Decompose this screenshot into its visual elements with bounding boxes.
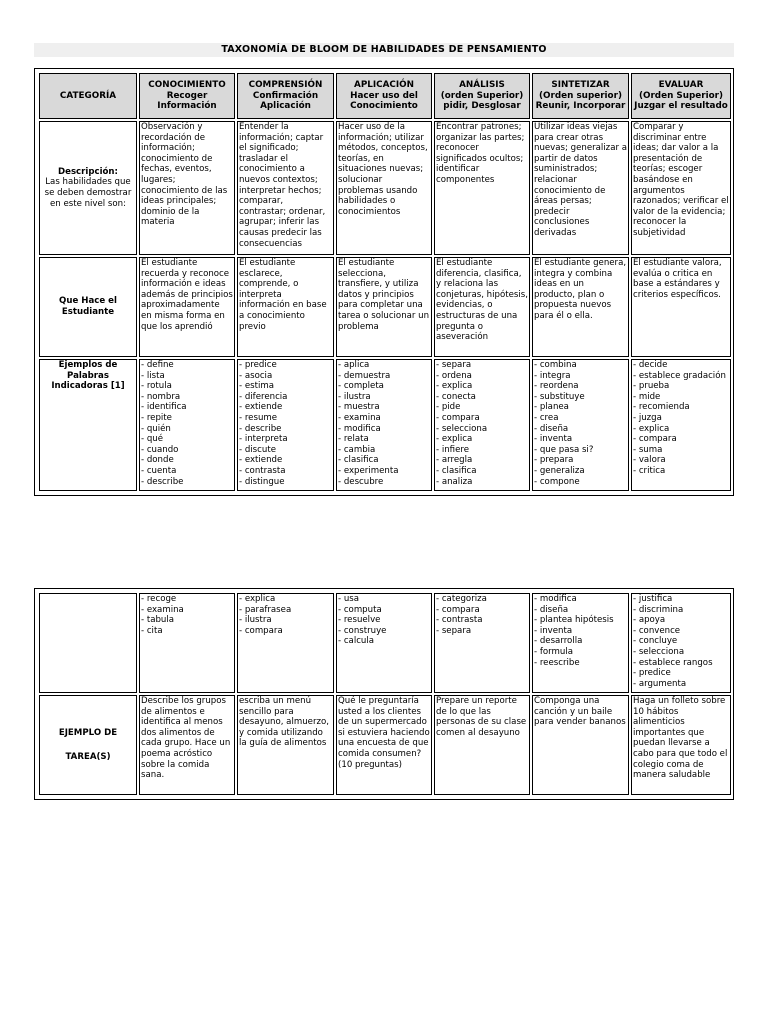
indicator-word: - compone <box>534 476 580 487</box>
indicator-word: - explica <box>239 594 276 604</box>
ejemplo-tarea-cell: Qué le preguntaría usted a los clientes de un supermercado si estuviera haciendo una encuesta de que comida consumen? (10 preguntas) <box>336 695 432 795</box>
indicator-word: - compara <box>436 412 480 423</box>
indicator-word: - descubre <box>338 476 384 487</box>
word-list <box>338 360 430 487</box>
indicator-word: - predice <box>239 360 277 370</box>
ejemplos-row <box>39 359 731 491</box>
indicator-word: - prueba <box>633 381 670 392</box>
indicator-word: - repite <box>141 412 172 423</box>
indicator-word: - predice <box>633 668 671 679</box>
indicator-word: - identifica <box>141 402 187 413</box>
ejemplos-cell <box>631 359 731 491</box>
indicator-word: - desarrolla <box>534 636 583 647</box>
word-list <box>338 594 430 647</box>
indicator-word: - clasifica <box>338 455 379 466</box>
document-title: TAXONOMÍA DE BLOOM DE HABILIDADES DE PENSAMIENTO <box>34 43 734 57</box>
indicator-word: - infiere <box>436 444 469 455</box>
indicator-word: - diseña <box>534 604 569 615</box>
indicator-word: - recoge <box>141 594 177 604</box>
ejemplos-cell <box>237 593 334 693</box>
que-hace-cell: El estudiante selecciona, transfiere, y utiliza datos y principios para completar una tarea o solucionar un problema <box>336 257 432 357</box>
word-list <box>633 594 729 689</box>
word-list <box>141 360 233 487</box>
ejemplo-tarea-cell: Haga un folleto sobre 10 hábitos alimenticios importantes que puedan llevarse a cabo para que todo el colegio coma de manera saludable <box>631 695 731 795</box>
indicator-word: - resuelve <box>338 615 381 626</box>
indicator-word: - plantea hipótesis <box>534 615 614 626</box>
indicator-word: - mide <box>633 391 661 402</box>
indicator-word: - construye <box>338 625 387 636</box>
header-col-title: SINTETIZAR <box>551 80 610 91</box>
descripcion-sublabel: Las habilidades que se deben demostrar en este nivel son: <box>44 177 132 209</box>
indicator-word: - argumenta <box>633 678 687 689</box>
ejemplos-cell <box>532 359 629 491</box>
header-col-sub2: Información <box>157 101 217 112</box>
indicator-word: - tabula <box>141 615 175 626</box>
que-hace-cell: El estudiante recuerda y reconoce información e ideas además de principios aproximadamente en misma forma en que los aprendió <box>139 257 235 357</box>
indicator-word: - selecciona <box>633 646 685 657</box>
header-sintetizar <box>532 73 629 119</box>
header-col-sub: Confirmación <box>252 90 319 101</box>
indicator-word: - contrasta <box>239 465 286 476</box>
indicator-word: - ordena <box>436 370 472 381</box>
que-hace-cell: El estudiante genera, integra y combina ideas en un producto, plan o propuesta nuevos para él o ella. <box>532 257 629 357</box>
indicator-word: - substituye <box>534 391 585 402</box>
indicator-word: - compara <box>239 625 283 636</box>
word-list <box>436 360 528 487</box>
indicator-word: - completa <box>338 381 384 392</box>
word-list <box>239 360 332 487</box>
header-conocimiento <box>139 73 235 119</box>
indicator-word: - categoriza <box>436 594 487 604</box>
indicator-word: - define <box>141 360 174 370</box>
indicator-word: - compara <box>436 604 480 615</box>
indicator-word: - selecciona <box>436 423 488 434</box>
word-list <box>141 594 233 636</box>
indicator-word: - cambia <box>338 444 376 455</box>
descripcion-cell: Entender la información; captar el significado; trasladar el conocimiento a nuevos contextos; interpretar hechos; comparar, contrastar; ordenar, agrupar; inferir las causas predecir las consecuencias <box>237 121 334 255</box>
indicator-word: - reescribe <box>534 657 580 668</box>
indicator-word: - establece gradación <box>633 370 726 381</box>
header-col-sub: (Orden Superior) <box>638 90 724 101</box>
header-analisis <box>434 73 530 119</box>
ejemplos-cell <box>434 359 530 491</box>
indicator-word: - examina <box>141 604 184 615</box>
header-comprension <box>237 73 334 119</box>
indicator-word: - inventa <box>534 625 573 636</box>
que-hace-cell: El estudiante valora, evalúa o critica en base a estándares y criterios específicos. <box>631 257 731 357</box>
word-list <box>534 360 627 487</box>
indicator-word: - examina <box>338 412 381 423</box>
ejemplo-tarea-label-l2: TAREA(S) <box>65 752 111 762</box>
header-col-title: ANÁLISIS <box>459 80 505 91</box>
indicator-word: - contrasta <box>436 615 483 626</box>
indicator-word: - experimenta <box>338 465 399 476</box>
ejemplos-cell <box>139 593 235 693</box>
indicator-word: - critica <box>633 465 666 476</box>
indicator-word: - valora <box>633 455 666 466</box>
header-col-sub: Hacer uso del <box>350 90 418 101</box>
ejemplo-tarea-cell: escriba un menú sencillo para desayuno, almuerzo, y comida utilizando la guía de alimentos <box>237 695 334 795</box>
indicator-word: - aplica <box>338 360 370 370</box>
indicator-word: - convence <box>633 625 681 636</box>
indicator-word: - suma <box>633 444 663 455</box>
word-list <box>534 594 627 668</box>
indicator-word: - separa <box>436 360 472 370</box>
indicator-word: - apoya <box>633 615 666 626</box>
indicator-word: - distingue <box>239 476 285 487</box>
indicator-word: - pide <box>436 402 461 413</box>
indicator-word: - parafrasea <box>239 604 292 615</box>
indicator-word: - estima <box>239 381 274 392</box>
indicator-word: - integra <box>534 370 571 381</box>
que-hace-cell: El estudiante diferencia, clasifica, y relaciona las conjeturas, hipótesis, evidencias, o estructuras de una pregunta o aseveración <box>434 257 530 357</box>
indicator-word: - reordena <box>534 381 579 392</box>
indicator-word: - concluye <box>633 636 678 647</box>
ejemplo-tarea-row <box>39 695 731 795</box>
header-col-sub2: Conocimiento <box>350 101 418 112</box>
ejemplo-tarea-label <box>39 695 137 795</box>
indicator-word: - inventa <box>534 434 573 445</box>
header-col-sub2: pidir, Desglosar <box>443 101 521 112</box>
descripcion-cell: Hacer uso de la información; utilizar métodos, conceptos, teorías, en situaciones nuevas; solucionar problemas usando habilidades o conocimientos <box>336 121 432 255</box>
indicator-word: - muestra <box>338 402 380 413</box>
header-col-sub: (orden Superior) <box>440 90 524 101</box>
indicator-word: - calcula <box>338 636 375 647</box>
ejemplos-cell <box>631 593 731 693</box>
ejemplo-tarea-label-l1: EJEMPLO DE <box>58 728 118 738</box>
indicator-word: - demuestra <box>338 370 391 381</box>
indicator-word: - generaliza <box>534 465 585 476</box>
indicator-word: - explica <box>633 423 670 434</box>
descripcion-cell: Utilizar ideas viejas para crear otras nuevas; generalizar a partir de datos suministrados; relacionar conocimiento de áreas persas; predecir conclusiones derivadas <box>532 121 629 255</box>
indicator-word: - recomienda <box>633 402 690 413</box>
descripcion-cell: Encontrar patrones; organizar las partes; reconocer significados ocultos; identificar componentes <box>434 121 530 255</box>
ejemplos-cell <box>336 359 432 491</box>
indicator-word: - extiende <box>239 455 283 466</box>
descripcion-row <box>39 121 731 255</box>
indicator-word: - juzga <box>633 412 662 423</box>
indicator-word: - computa <box>338 604 382 615</box>
indicator-word: - interpreta <box>239 434 288 445</box>
indicator-word: - diferencia <box>239 391 288 402</box>
que-hace-cell: El estudiante esclarece, comprende, o interpreta información en base a conocimiento previo <box>237 257 334 357</box>
indicator-word: - formula <box>534 646 573 657</box>
header-col-sub2: Aplicación <box>260 101 311 112</box>
ejemplos-cell <box>434 593 530 693</box>
indicator-word: - ilustra <box>338 391 371 402</box>
taxonomy-table-part-1 <box>34 68 734 496</box>
indicator-word: - compara <box>633 434 677 445</box>
indicator-word: - arregla <box>436 455 473 466</box>
indicator-word: - justifica <box>633 594 673 604</box>
taxonomy-table-part-2 <box>34 588 734 800</box>
indicator-word: - modifica <box>338 423 381 434</box>
indicator-word: - crea <box>534 412 559 423</box>
indicator-word: - analiza <box>436 476 473 487</box>
ejemplo-tarea-cell: Prepare un reporte de lo que las personas de su clase comen al desayuno <box>434 695 530 795</box>
indicator-word: - diseña <box>534 423 569 434</box>
indicator-word: - conecta <box>436 391 476 402</box>
header-evaluar <box>631 73 731 119</box>
indicator-word: - rotula <box>141 381 172 392</box>
indicator-word: - describe <box>141 476 184 487</box>
word-list <box>239 594 332 636</box>
descripcion-label: Descripción: <box>57 166 118 177</box>
indicator-word: - separa <box>436 625 472 636</box>
que-hace-label <box>39 257 137 357</box>
indicator-word: - resume <box>239 412 278 423</box>
indicator-word: - describe <box>239 423 282 434</box>
header-col-sub: (Orden superior) <box>539 90 622 101</box>
indicator-word: - explica <box>436 434 473 445</box>
indicator-word: - nombra <box>141 391 181 402</box>
ejemplos-cell <box>237 359 334 491</box>
descripcion-cell: Comparar y discriminar entre ideas; dar valor a la presentación de teorías; escoger basándose en argumentos razonados; verificar el valor de la evidencia; reconocer la subjetividad <box>631 121 731 255</box>
indicator-word: - explica <box>436 381 473 392</box>
indicator-word: - usa <box>338 594 360 604</box>
header-col-title: EVALUAR <box>658 80 704 91</box>
descripcion-cell: Observación y recordación de información; conocimiento de fechas, eventos, lugares; conocimiento de las ideas principales; dominio de la materia <box>139 121 235 255</box>
indicator-word: - clasifica <box>436 465 477 476</box>
header-row <box>39 73 731 119</box>
ejemplo-tarea-cell: Componga una canción y un baile para vender bananos <box>532 695 629 795</box>
indicator-word: - discrimina <box>633 604 684 615</box>
indicator-word: - extiende <box>239 402 283 413</box>
indicator-word: - lista <box>141 370 165 381</box>
header-col-sub2: Reunir, Incorporar <box>535 101 626 112</box>
indicator-word: - cita <box>141 625 163 636</box>
indicator-word: - establece rangos <box>633 657 713 668</box>
header-col-sub2: Juzgar el resultado <box>634 101 728 112</box>
que-hace-row <box>39 257 731 357</box>
indicator-word: - planea <box>534 402 569 413</box>
word-list <box>633 360 729 477</box>
indicator-word: - discute <box>239 444 276 455</box>
indicator-word: - relata <box>338 434 369 445</box>
que-hace-label-text: Que Hace el Estudiante <box>59 296 117 317</box>
ejemplos-continued-row <box>39 593 731 693</box>
ejemplos-cell <box>532 593 629 693</box>
ejemplos-cell <box>336 593 432 693</box>
empty-label-cell <box>39 593 137 693</box>
indicator-word: - combina <box>534 360 577 370</box>
indicator-word: - prepara <box>534 455 574 466</box>
header-categoria: CATEGORÍA <box>39 73 137 119</box>
word-list <box>436 594 528 636</box>
indicator-word: - cuando <box>141 444 179 455</box>
header-aplicacion <box>336 73 432 119</box>
indicator-word: - cuenta <box>141 465 177 476</box>
indicator-word: - asocia <box>239 370 273 381</box>
ejemplos-label: Ejemplos de Palabras Indicadoras [1] <box>39 359 137 491</box>
ejemplos-cell <box>139 359 235 491</box>
indicator-word: - donde <box>141 455 174 466</box>
header-col-title: CONOCIMIENTO <box>148 80 226 91</box>
header-col-title: COMPRENSIÓN <box>248 80 323 91</box>
indicator-word: - quién <box>141 423 171 434</box>
indicator-word: - que pasa si? <box>534 444 594 455</box>
indicator-word: - ilustra <box>239 615 272 626</box>
header-col-title: APLICACIÓN <box>354 80 414 91</box>
ejemplo-tarea-cell: Describe los grupos de alimentos e identifica al menos dos alimentos de cada grupo. Hace un poema acróstico sobre la comida sana. <box>139 695 235 795</box>
indicator-word: - decide <box>633 360 668 370</box>
indicator-word: - modifica <box>534 594 577 604</box>
indicator-word: - qué <box>141 434 164 445</box>
header-col-sub: Recoger <box>166 90 208 101</box>
descripcion-label-cell <box>39 121 137 255</box>
